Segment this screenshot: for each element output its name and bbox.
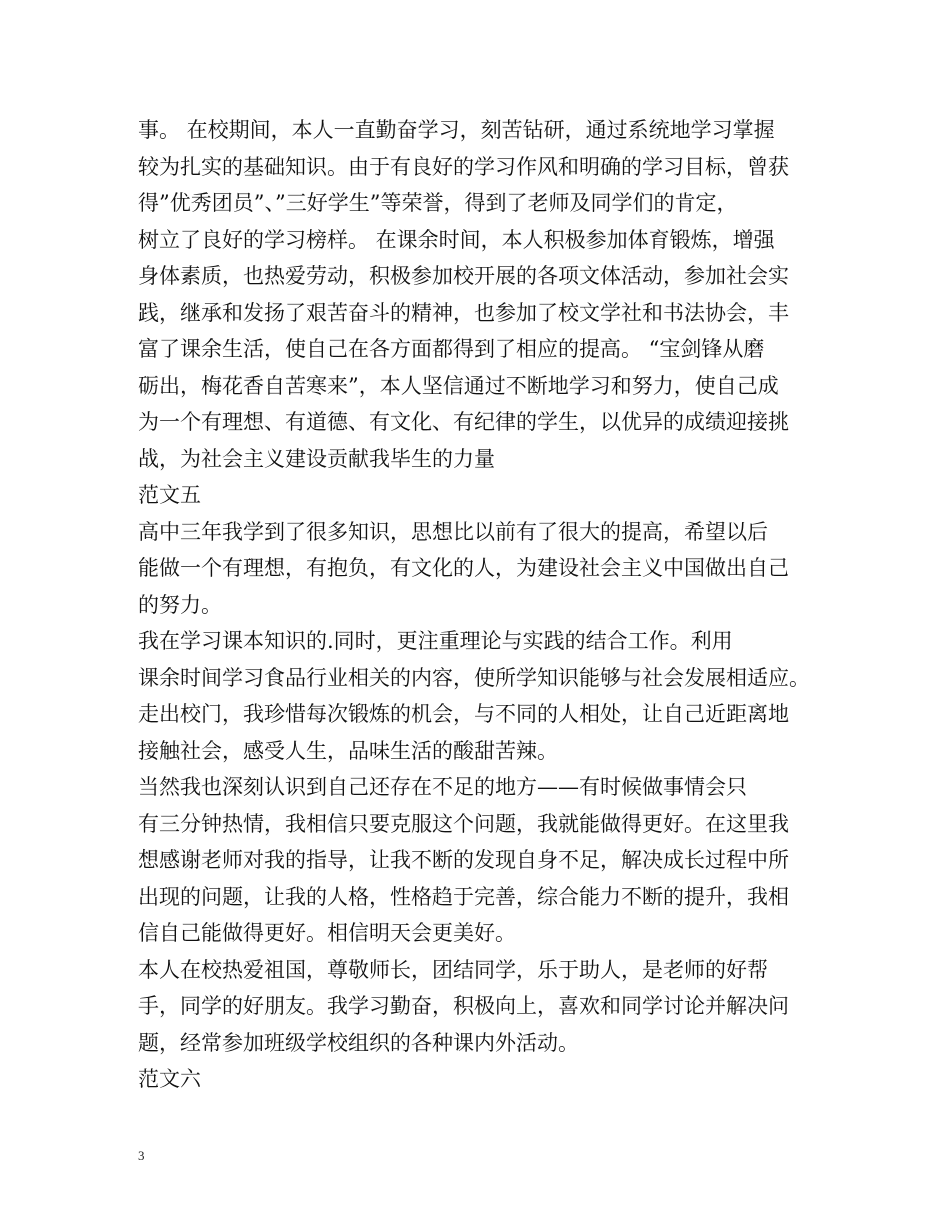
- text-line: 得”优秀团员”、”三好学生”等荣誉，得到了老师及同学们的肯定，: [138, 191, 738, 215]
- text-line: 走出校门，我珍惜每次锻炼的机会，与不同的人相处，让自己近距离地: [138, 702, 789, 726]
- text-line: 手，同学的好朋友。我学习勤奋，积极向上，喜欢和同学讨论并解决问: [138, 994, 789, 1018]
- text-line: 接触社会，感受人生，品味生活的酸甜苦辣。: [138, 738, 558, 763]
- text-line: 的努力。: [138, 592, 222, 617]
- document-body: [138, 112, 820, 1098]
- text-line: 高中三年我学到了很多知识，思想比以前有了很大的提高，希望以后: [138, 519, 768, 544]
- text-line: 信自己能做得更好。相信明天会更美好。: [138, 921, 516, 945]
- section-heading-fanwen-5: 范文五: [138, 483, 201, 507]
- text-line: 题，经常参加班级学校组织的各种课内外活动。: [138, 1030, 579, 1055]
- text-line: 出现的问题，让我的人格，性格趋于完善，综合能力不断的提升，我相: [138, 884, 789, 909]
- text-line: 践，继承和发扬了艰苦奋斗的精神，也参加了校文学社和书法协会，丰: [138, 300, 789, 325]
- section-heading-fanwen-6: 范文六: [138, 1067, 201, 1091]
- text-line: 战，为社会主义建设贡献我毕生的力量: [138, 446, 495, 471]
- page-number: 3: [138, 1148, 145, 1163]
- text-line: 能做一个有理想，有抱负，有文化的人，为建设社会主义中国做出自己: [138, 556, 789, 580]
- text-line: 本人在校热爱祖国，尊敬师长，团结同学，乐于助人，是老师的好帮: [138, 957, 768, 982]
- text-line: 课余时间学习食品行业相关的内容，使所学知识能够与社会发展相适应。: [138, 665, 810, 690]
- text-line: 我在学习课本知识的.同时，更注重理论与实践的结合工作。利用: [138, 629, 733, 653]
- text-line: 当然我也深刻认识到自己还存在不足的地方——有时候做事情会只: [138, 775, 747, 799]
- text-line: 身体素质，也热爱劳动，积极参加校开展的各项文体活动，参加社会实: [138, 264, 789, 288]
- text-line: 为一个有理想、有道德、有文化、有纪律的学生，以优异的成绩迎接挑: [138, 410, 789, 434]
- text-line: 富了课余生活，使自己在各方面都得到了相应的提高。 “宝剑锋从磨: [138, 337, 765, 361]
- text-line: 有三分钟热情，我相信只要克服这个问题，我就能做得更好。在这里我: [138, 811, 789, 836]
- text-line: 想感谢老师对我的指导，让我不断的发现自身不足，解决成长过程中所: [138, 848, 789, 872]
- text-line: 事。 在校期间，本人一直勤奋学习，刻苦钻研，通过系统地学习掌握: [138, 118, 775, 142]
- text-line: 树立了良好的学习榜样。 在课余时间，本人积极参加体育锻炼，增强: [138, 227, 775, 252]
- text-line: 砺出，梅花香自苦寒来”，本人坚信通过不断地学习和努力，使自己成: [138, 373, 779, 398]
- text-line: 较为扎实的基础知识。由于有良好的学习作风和明确的学习目标，曾获: [138, 154, 789, 179]
